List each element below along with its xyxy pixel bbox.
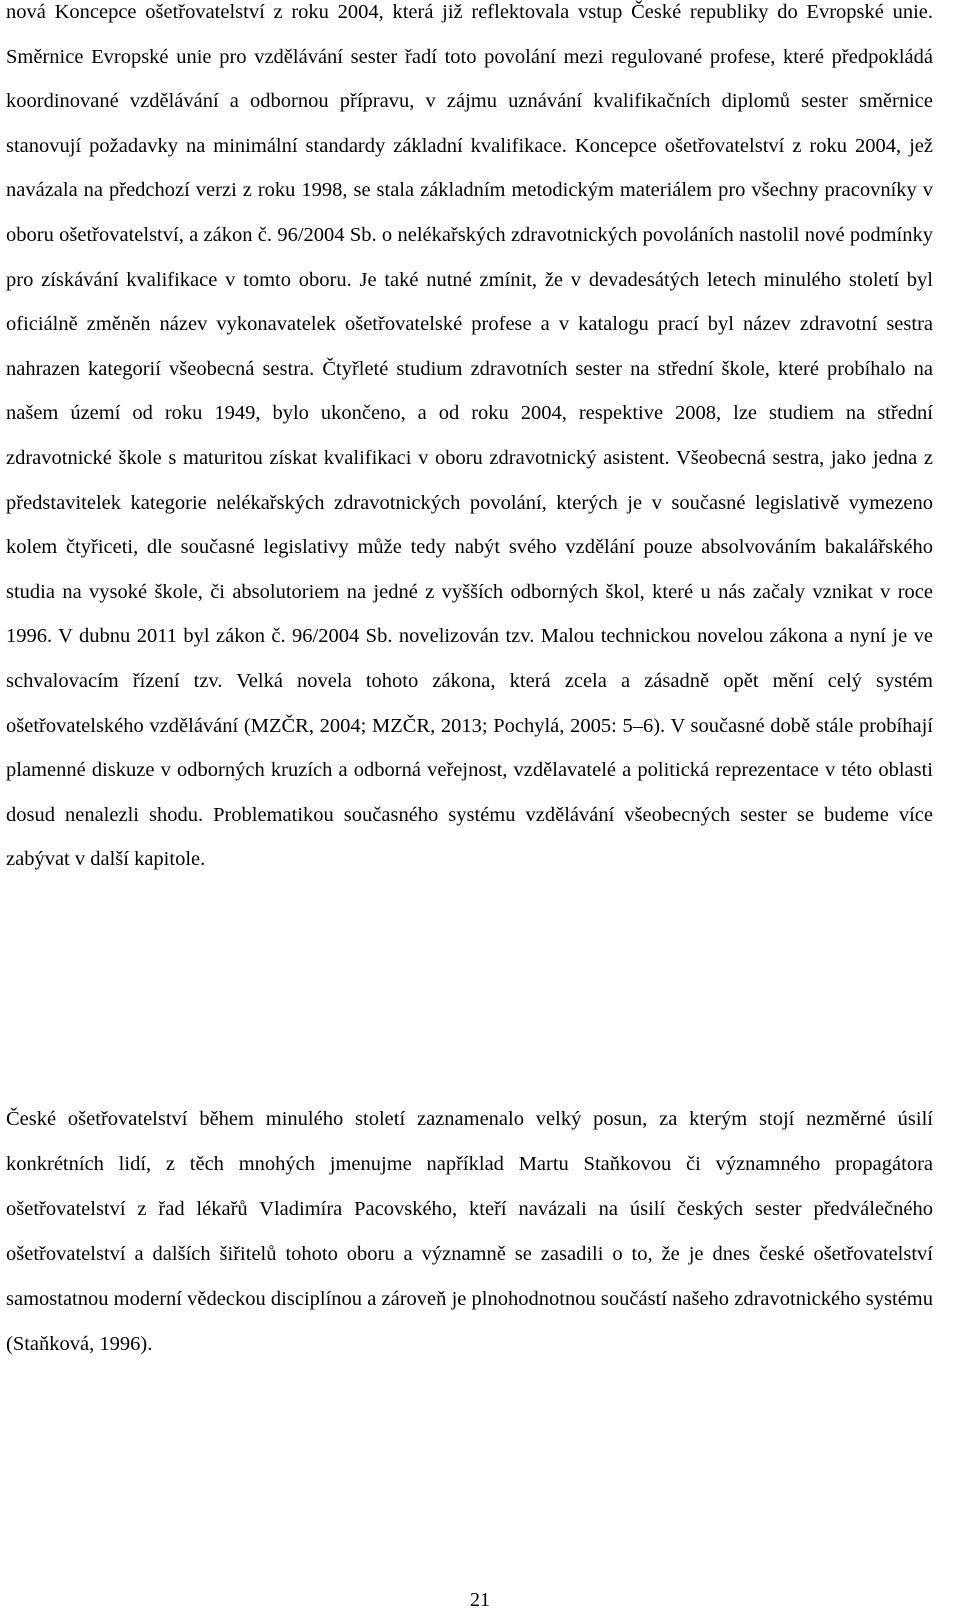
body-paragraph-2: České ošetřovatelství během minulého století zaznamenalo velký posun, za kterým stojí nezměrné úsilí konkrétních lidí, z těch mnohých jmenujme například Martu Staňkovou či významného propagátora ošetřovatelství z řad lékařů Vladimíra Pacovského, kteří navázali na úsilí českých sester předválečného ošetřovatelství a dalších šiřitelů tohoto oboru a významně se zasadili o to, že je dnes české ošetřovatelství samostatnou moderní vědeckou disciplínou a zároveň je plnohodnotnou součástí našeho zdravotnického systému (Staňková, 1996). xyxy=(6,1108,933,1355)
body-paragraph-1: nová Koncepce ošetřovatelství z roku 2004, která již reflektovala vstup České republiky do Evropské unie. Směrnice Evropské unie pro vzdělávání sester řadí toto povolání mezi regulované profese, které předpokládá koordinované vzdělávání a odbornou přípravu, v zájmu uznávání kvalifikačních diplomů sester směrnice stanovují požadavky na minimální standardy základní kvalifikace. Koncepce ošetřovatelství z roku 2004, jež navázala na předchozí verzi z roku 1998, se stala základním metodickým materiálem pro všechny pracovníky v oboru ošetřovatelství, a zákon č. 96/2004 Sb. o nelékařských zdravotnických povoláních nastolil nové podmínky pro získávání kvalifikace v tomto oboru. Je také nutné zmínit, že v devadesátých letech minulého století byl oficiálně změněn název vykonavatelek ošetřovatelské profese a v katalogu prací byl název zdravotní sestra nahrazen kategorií všeobecná sestra. Čtyřleté studium zdravotních sester na střední škole, které probíhalo na našem území od roku 1949, bylo ukončeno, a od roku 2004, respektive 2008, lze studiem na střední zdravotnické škole s maturitou získat kvalifikaci v oboru zdravotnický asistent. Všeobecná sestra, jako jedna z představitelek kategorie nelékařských zdravotnických povolání, kterých je v současné legislativě vymezeno kolem čtyřiceti, dle současné legislativy může tedy nabýt svého vzdělání pouze absolvováním bakalářského studia na vysoké škole, či absolutoriem na jedné z vyšších odborných škol, které u nás začaly vznikat v roce 1996. V dubnu 2011 byl zákon č. 96/2004 Sb. novelizován tzv. Malou technickou novelou zákona a nyní je ve schvalovacím řízení tzv. Velká novela tohoto zákona, která zcela a zásadně opět mění celý systém ošetřovatelského vzdělávání (MZČR, 2004; MZČR, 2013; Pochylá, 2005: 5–6). V současné době stále probíhají plamenné diskuze v odborných kruzích a odborná veřejnost, vzdělavatelé a politická reprezentace v této oblasti dosud nenalezli shodu. Problematikou současného systému vzdělávání všeobecných sester se budeme více zabývat v další kapitole. xyxy=(6,1,933,871)
page-number: 21 xyxy=(470,1589,490,1611)
